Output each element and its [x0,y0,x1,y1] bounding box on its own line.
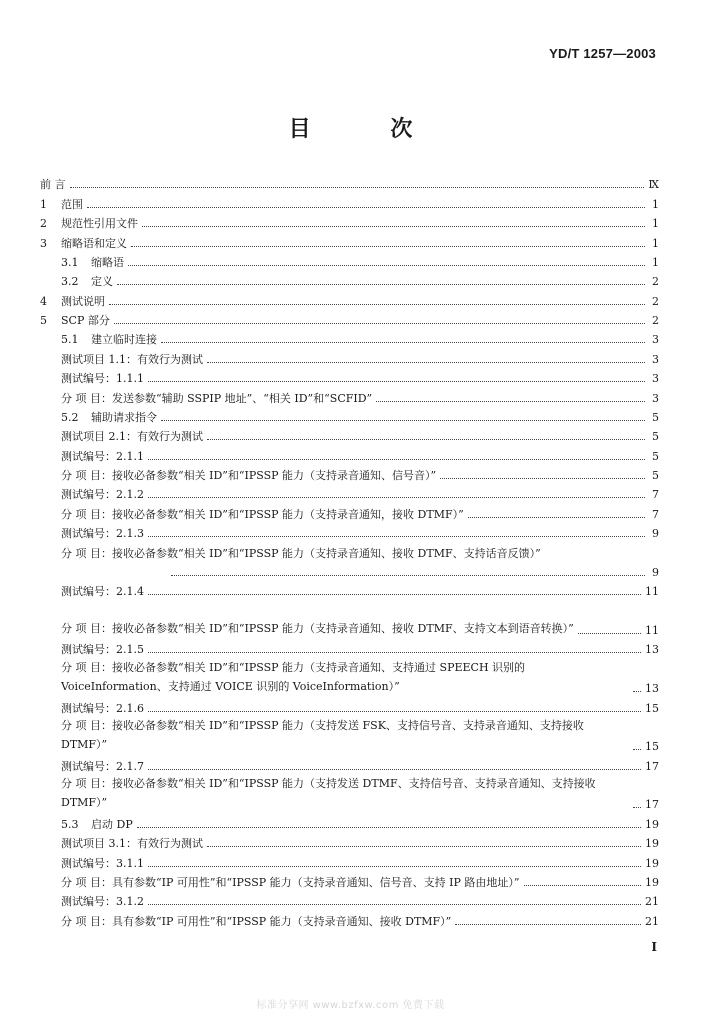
toc-entry-title: 测试项目 2.1：有效行为测试 [61,430,203,444]
toc-dot-leader [455,924,641,925]
toc-dot-leader [87,207,645,208]
toc-entry[interactable] [40,231,659,250]
toc-page-number: 19 [645,875,659,889]
toc-entry[interactable] [40,502,659,521]
toc-section-number: 5.2 [61,410,79,424]
toc-page-number: 21 [645,914,659,928]
toc-entry[interactable] [40,483,659,502]
toc-section-number: 4 [40,294,47,308]
toc-entry-title: 定义 [91,275,113,289]
toc-dot-leader [109,304,645,305]
toc-section-number: 5.1 [61,333,79,347]
toc-dot-leader [468,517,645,518]
toc-entry[interactable] [40,367,659,386]
toc-entry[interactable] [40,812,659,831]
toc-entry-title: 建立临时连接 [91,333,157,347]
toc-page-number: 5 [652,469,659,482]
toc-entry-title: 测试编号：2.1.3 [61,527,144,541]
toc-entry[interactable] [40,657,659,696]
toc-page-number: 9 [652,565,659,579]
page-number: I [651,940,657,954]
toc-entry[interactable] [40,522,659,541]
toc-dot-leader [207,846,641,847]
toc-entry[interactable] [40,851,659,870]
toc-dot-leader [633,691,641,692]
toc-entry-title: 测试编号：2.1.4 [61,585,144,599]
toc-page-number: 3 [652,352,659,366]
toc-entry[interactable] [40,192,659,211]
toc-dot-leader [142,226,645,227]
toc-entry[interactable] [40,270,659,289]
toc-entry-title: 分 项 目：具有参数“IP 可用性”和“IPSSP 能力（支持录音通知、信号音、支持 IP 路由地址）” [61,875,520,889]
toc-entry-title: 范围 [61,197,83,211]
toc-entry-title: 测试编号：2.1.1 [61,449,144,463]
toc-page-number: 1 [652,197,659,211]
toc-dot-leader [117,284,645,285]
toc-entry-title: 测试编号：3.1.2 [61,895,144,909]
toc-entry[interactable] [40,638,659,657]
toc-entry-title: 测试说明 [61,294,105,308]
toc-entry[interactable] [40,774,659,813]
toc-dot-leader [148,711,641,712]
toc-section-number: 2 [40,217,47,231]
standard-code: YD/T 1257—2003 [549,46,656,61]
toc-entry[interactable] [40,541,659,560]
toc-entry-title: 分 项 目：接收必备参数“相关 ID”和“IPSSP 能力（支持录音通知、支持通过 SPEECH 识别的 VoiceInformation、支持通过 VOICE 识别的 VoiceInformation）” [61,661,526,694]
toc-page-number: 11 [645,585,659,599]
toc-dot-leader [376,401,645,402]
toc-entry-title: 规范性引用文件 [61,217,138,231]
toc-page-number: 1 [652,255,659,269]
toc-page-number: 7 [652,488,659,502]
toc-entry-title: 缩略语 [91,255,124,269]
toc-section-number: 3.1 [61,255,79,269]
toc-entry-title: SCP 部分 [61,314,110,327]
toc-page-number: 15 [645,740,659,754]
toc-dot-leader [161,342,645,343]
toc-entry-title: 分 项 目：接收必备参数“相关 ID”和“IPSSP 能力（支持录音通知，接收 DTMF）” [61,507,464,521]
watermark: 标准分享网 www.bzfxw.com 免费下载 [256,1000,445,1011]
toc-entry[interactable] [40,580,659,599]
toc-dot-leader [148,536,645,537]
toc-page-number: 7 [652,507,659,521]
toc-entry-title: 分 项 目：接收必备参数“相关 ID”和“IPSSP 能力（支持录音通知、接收 DTMF、支持话音反馈）” [61,546,541,560]
toc-dot-leader [131,246,645,247]
toc-page-number: 5 [652,410,659,424]
toc-entry[interactable] [40,406,659,425]
toc-page-number: 5 [652,430,659,444]
toc-entry[interactable] [40,716,659,755]
toc-dot-leader [148,381,645,382]
toc-page-number: 17 [645,759,659,773]
toc-entry-title: 分 项 目：接收必备参数“相关 ID”和“IPSSP 能力（支持录音通知、接收 DTMF、支持文本到语音转换）” [61,622,574,635]
toc-page-number: 1 [652,217,659,231]
toc-page-number: 17 [645,798,659,812]
toc-entry[interactable] [40,696,659,715]
toc-section-number: 5.3 [61,817,79,831]
toc-page-number: 3 [652,372,659,386]
toc-entry[interactable] [40,561,659,580]
toc-dot-leader [128,265,645,266]
toc-entry-title: 测试编号：2.1.6 [61,701,144,715]
toc-entry-title: 测试编号：2.1.2 [61,488,144,502]
toc-dot-leader [148,652,641,653]
toc-dot-leader [148,904,641,905]
toc-page-number: Ⅸ [648,178,659,192]
toc-page-number: 19 [645,817,659,831]
toc-entry[interactable] [40,890,659,909]
toc-page-number: 2 [652,275,659,289]
toc-entry[interactable] [40,328,659,347]
toc-entry-title: 测试编号：1.1.1 [61,372,144,386]
toc-page-number: 21 [645,895,659,909]
toc-entry-title: 测试编号：2.1.7 [61,759,144,773]
toc-dot-leader [148,497,645,498]
toc-dot-leader [148,769,641,770]
toc-dot-leader [633,749,641,750]
toc-entry-title: 测试编号：3.1.1 [61,856,144,870]
toc-entry[interactable] [40,832,659,851]
toc-dot-leader [148,866,641,867]
table-of-contents [40,173,659,929]
toc-entry[interactable] [40,251,659,270]
toc-entry[interactable] [40,754,659,773]
toc-entry[interactable] [40,309,659,328]
toc-dot-leader [524,885,642,886]
toc-entry-title: 分 项 目：接收必备参数“相关 ID”和“IPSSP 能力（支持录音通知、信号音）” [61,469,437,482]
toc-page-number: 3 [652,391,659,405]
toc-dot-leader [633,807,641,808]
toc-page-number: 13 [645,643,659,657]
toc-page-number: 19 [645,837,659,851]
toc-dot-leader [171,575,645,576]
toc-entry-title: 测试项目 1.1：有效行为测试 [61,352,203,366]
toc-dot-leader [207,439,645,440]
toc-entry-title: 分 项 目：接收必备参数“相关 ID”和“IPSSP 能力（支持发送 FSK、支持信号音、支持录音通知、支持接收 DTMF）” [61,719,584,752]
toc-entry-title: 启动 DP [91,817,133,831]
toc-page-number: 5 [652,449,659,463]
toc-entry[interactable] [40,425,659,444]
toc-dot-leader [161,420,645,421]
toc-entry-title: 缩略语和定义 [61,236,127,250]
toc-entry[interactable] [40,909,659,928]
toc-entry[interactable] [40,212,659,231]
toc-entry[interactable] [40,871,659,890]
toc-page-number: 15 [645,701,659,715]
toc-entry[interactable] [40,444,659,463]
toc-entry-title: 前 言 [40,178,66,192]
toc-dot-leader [148,459,645,460]
toc-entry-title: 测试项目 3.1：有效行为测试 [61,837,203,851]
toc-entry[interactable] [40,289,659,308]
page-title: 目 次 [288,117,449,142]
toc-dot-leader [440,478,645,479]
toc-section-number: 3.2 [61,275,79,289]
toc-entry[interactable] [40,347,659,366]
toc-page-number: 3 [652,333,659,347]
toc-page-number: 9 [652,527,659,541]
toc-dot-leader [148,594,641,595]
toc-page-number: 19 [645,856,659,870]
toc-entry[interactable] [40,464,659,483]
toc-page-number: 1 [652,236,659,250]
toc-dot-leader [137,827,641,828]
toc-entry[interactable] [40,599,659,638]
toc-page-number: 13 [645,682,659,696]
toc-entry-title: 分 项 目：具有参数“IP 可用性”和“IPSSP 能力（支持录音通知、接收 DTMF）” [61,914,452,928]
toc-entry-title: 分 项 目：发送参数“辅助 SSPIP 地址”、“相关 ID”和“SCFID” [61,391,373,405]
toc-entry[interactable] [40,386,659,405]
toc-section-number: 1 [40,197,47,211]
toc-dot-leader [70,187,645,188]
toc-dot-leader [207,362,645,363]
toc-entry-title: 测试编号：2.1.5 [61,643,144,657]
toc-page-number: 2 [652,294,659,308]
toc-section-number: 3 [40,236,47,250]
toc-dot-leader [578,633,641,634]
toc-entry-title: 分 项 目：接收必备参数“相关 ID”和“IPSSP 能力（支持发送 DTMF、支持信号音、支持录音通知、支持接收 DTMF）” [61,777,596,810]
toc-section-number: 5 [40,314,47,327]
toc-entry-title: 辅助请求指令 [91,410,157,424]
toc-page-number: 2 [652,314,659,327]
toc-entry[interactable] [40,173,659,192]
toc-dot-leader [114,323,645,324]
toc-page-number: 11 [645,624,659,637]
